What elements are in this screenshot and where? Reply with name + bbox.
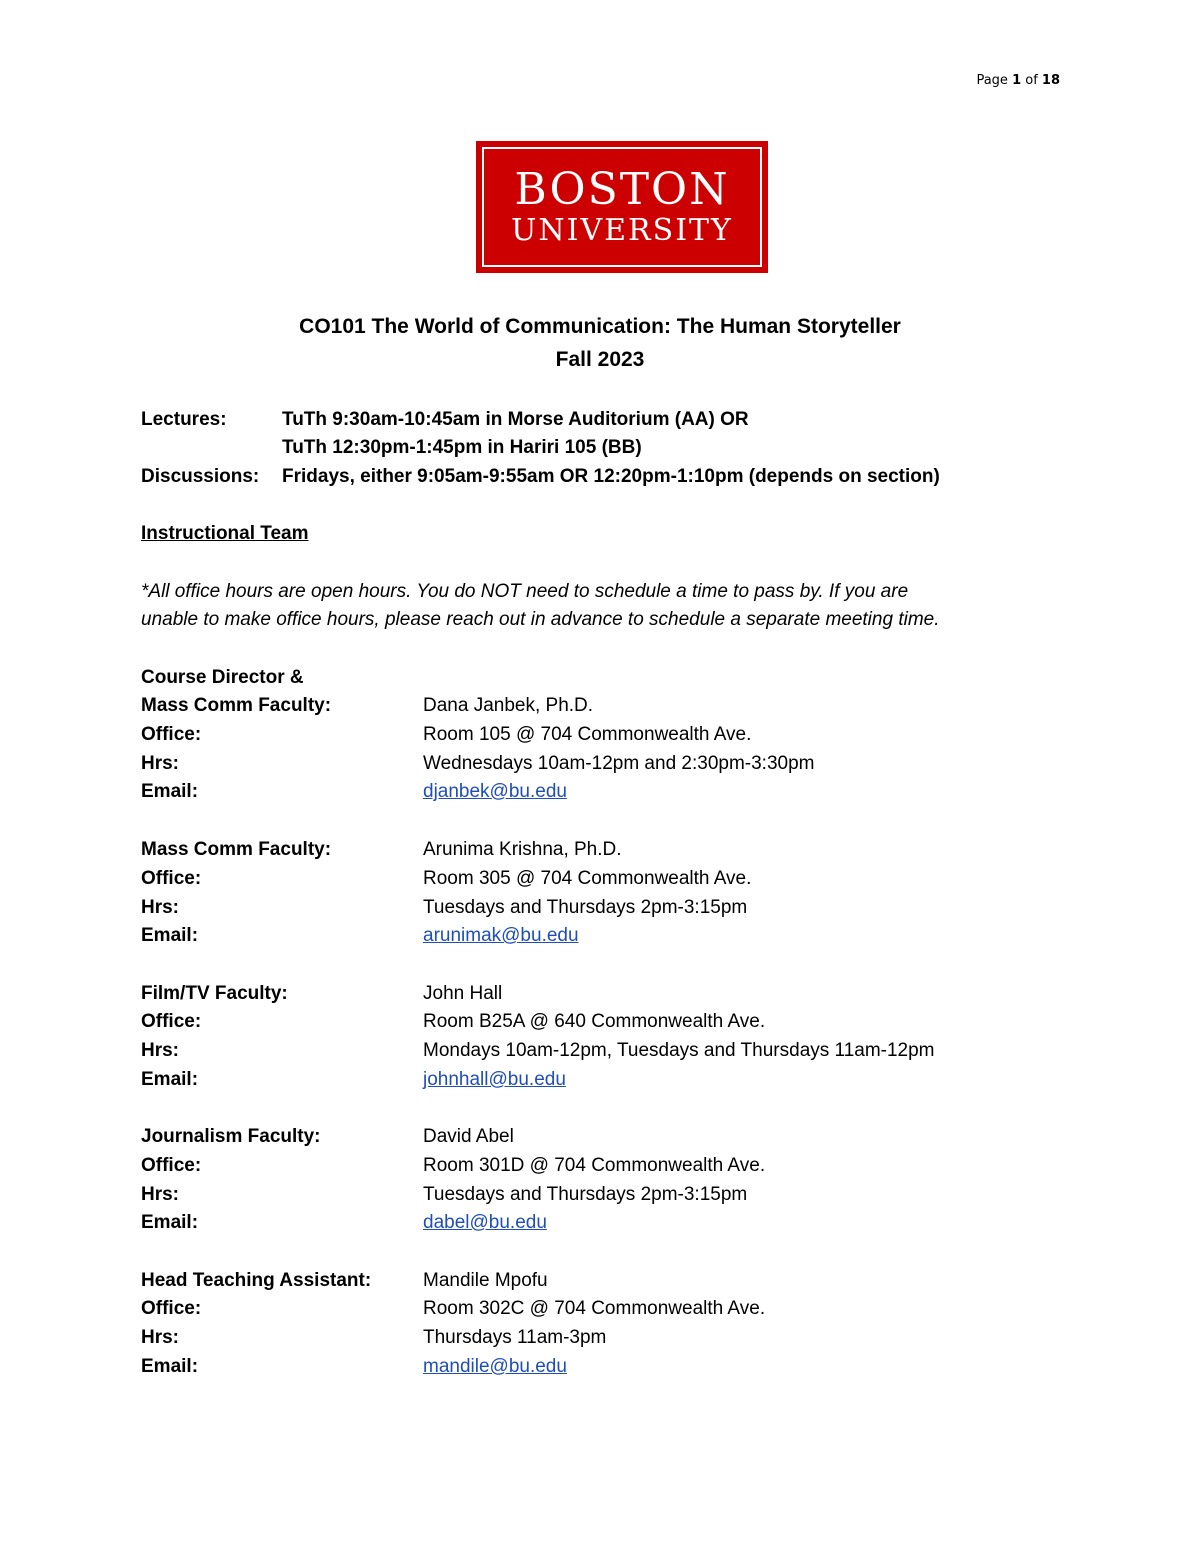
member-name: Dana Janbek, Ph.D. <box>423 695 594 716</box>
office-hours-note-line2: unable to make office hours, please reach out in advance to schedule a separate meeting time. <box>141 609 940 630</box>
member-office: Room 305 @ 704 Commonwealth Ave. <box>423 868 752 889</box>
instructional-team-heading: Instructional Team <box>141 523 309 544</box>
office-label: Office: <box>141 1155 202 1176</box>
member-hours: Mondays 10am-12pm, Tuesdays and Thursdays 11am-12pm <box>423 1040 935 1061</box>
email-label: Email: <box>141 781 199 802</box>
member-office: Room 301D @ 704 Commonwealth Ave. <box>423 1155 766 1176</box>
hrs-label: Hrs: <box>141 897 180 918</box>
course-title: CO101 The World of Communication: The Human Storyteller <box>299 315 901 338</box>
office-label: Office: <box>141 868 202 889</box>
member-name: Mandile Mpofu <box>423 1270 548 1291</box>
member-role: Head Teaching Assistant: <box>141 1270 372 1291</box>
member-name: John Hall <box>423 983 503 1004</box>
office-label: Office: <box>141 1011 202 1032</box>
member-email-link[interactable]: dabel@bu.edu <box>423 1212 547 1233</box>
page-number: Page 1 of 18 <box>976 73 1060 88</box>
member-hours: Tuesdays and Thursdays 2pm-3:15pm <box>423 897 748 918</box>
member-role: Journalism Faculty: <box>141 1126 321 1147</box>
member-role: Mass Comm Faculty: <box>141 695 332 716</box>
member-name: Arunima Krishna, Ph.D. <box>423 839 622 860</box>
member-office: Room B25A @ 640 Commonwealth Ave. <box>423 1011 766 1032</box>
lectures-label: Lectures: <box>141 409 227 430</box>
member-role: Mass Comm Faculty: <box>141 839 332 860</box>
discussions-label: Discussions: <box>141 466 260 487</box>
email-label: Email: <box>141 1212 199 1233</box>
office-label: Office: <box>141 1298 202 1319</box>
hrs-label: Hrs: <box>141 1327 180 1348</box>
email-label: Email: <box>141 925 199 946</box>
member-hours: Thursdays 11am-3pm <box>423 1327 607 1348</box>
member-office: Room 105 @ 704 Commonwealth Ave. <box>423 724 752 745</box>
member-role: Film/TV Faculty: <box>141 983 288 1004</box>
hrs-label: Hrs: <box>141 1184 180 1205</box>
logo-line-boston: BOSTON <box>514 164 730 215</box>
member-email-link[interactable]: djanbek@bu.edu <box>423 781 567 802</box>
hrs-label: Hrs: <box>141 1040 180 1061</box>
member-email-link[interactable]: arunimak@bu.edu <box>423 925 579 946</box>
discussions-time: Fridays, either 9:05am-9:55am OR 12:20pm-1:10pm (depends on section) <box>282 466 940 487</box>
email-label: Email: <box>141 1356 199 1377</box>
boston-university-logo <box>476 141 768 273</box>
lectures-time-bb: TuTh 12:30pm-1:45pm in Hariri 105 (BB) <box>282 437 642 458</box>
course-term: Fall 2023 <box>555 348 645 371</box>
lectures-time-aa: TuTh 9:30am-10:45am in Morse Auditorium (AA) OR <box>282 409 749 430</box>
office-label: Office: <box>141 724 202 745</box>
email-label: Email: <box>141 1069 199 1090</box>
member-office: Room 302C @ 704 Commonwealth Ave. <box>423 1298 766 1319</box>
member-name: David Abel <box>423 1126 514 1147</box>
member-email-link[interactable]: mandile@bu.edu <box>423 1356 567 1377</box>
office-hours-note-line1: *All office hours are open hours. You do NOT need to schedule a time to pass by. If you are <box>141 581 909 602</box>
hrs-label: Hrs: <box>141 753 180 774</box>
member-hours: Tuesdays and Thursdays 2pm-3:15pm <box>423 1184 748 1205</box>
member-role-prefix: Course Director & <box>141 667 304 688</box>
member-email-link[interactable]: johnhall@bu.edu <box>423 1069 566 1090</box>
logo-line-university: UNIVERSITY <box>511 213 733 248</box>
member-hours: Wednesdays 10am-12pm and 2:30pm-3:30pm <box>423 753 815 774</box>
